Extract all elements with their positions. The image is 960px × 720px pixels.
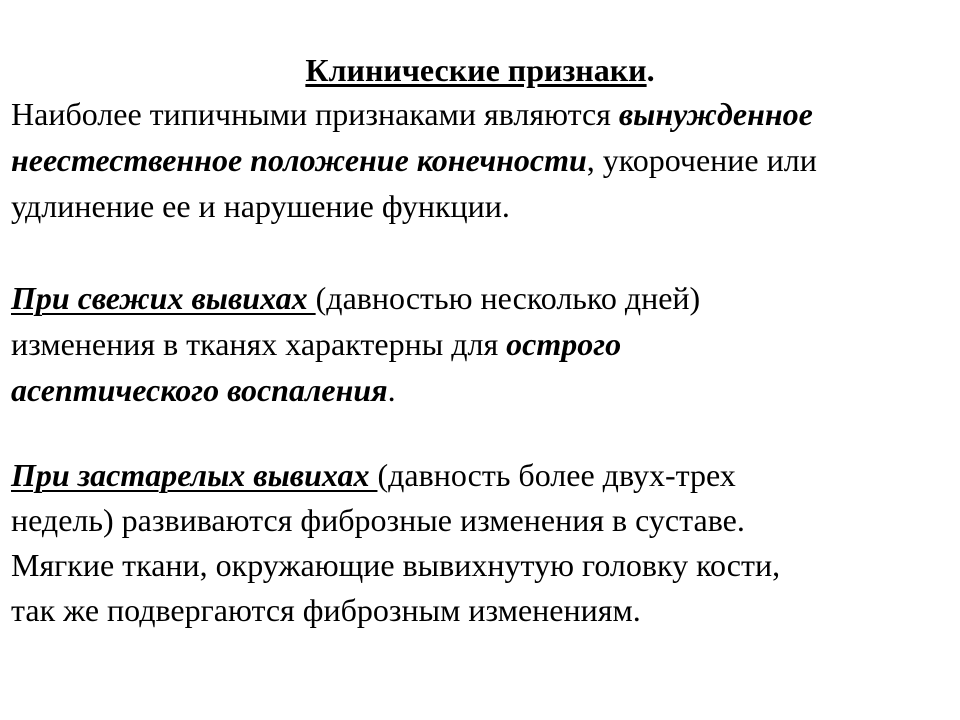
p3-line-3 <box>11 545 951 585</box>
p1-l1-text: Наиболее типичными признаками являются <box>11 96 619 132</box>
p3-l3-text: Мягкие ткани, окружающие вывихнутую головку кости, <box>11 547 781 583</box>
p3-line-1 <box>11 455 951 495</box>
p1-l2-text: , укорочение или <box>586 142 817 178</box>
p3-line-2 <box>11 500 951 540</box>
p2-line-2 <box>11 324 951 364</box>
p1-line-1 <box>11 94 951 134</box>
p3-line-4 <box>11 590 951 630</box>
p3-l1-text: (давность более двух-трех <box>377 457 736 493</box>
p2-line-1 <box>11 278 951 318</box>
slide-title-period: . <box>646 52 655 88</box>
p1-l1-emphasis: вынужденное <box>618 96 813 132</box>
p3-heading: При застарелых вывихах <box>11 457 378 493</box>
p2-heading: При свежих вывихах <box>11 280 316 316</box>
p2-line-3 <box>11 370 951 410</box>
p1-line-3 <box>11 186 951 226</box>
p2-l2-text: изменения в тканях характерны для <box>11 326 507 362</box>
p2-l3-emphasis: асептического воспаления <box>11 372 388 408</box>
p1-line-2 <box>11 140 951 180</box>
p1-l2-emphasis: неестественное положение конечности <box>11 142 587 178</box>
p3-l2-text: недель) развиваются фиброзные изменения в суставе. <box>11 502 745 538</box>
slide-title <box>0 50 960 90</box>
p3-l4-text: так же подвергаются фиброзным изменениям. <box>11 592 641 628</box>
slide-title-text: Клинические признаки <box>305 52 647 88</box>
p2-l2-emphasis: острого <box>506 326 622 362</box>
p2-l1-text: (давностью несколько дней) <box>315 280 701 316</box>
p2-l3-period: . <box>387 372 396 408</box>
p1-l3-text: удлинение ее и нарушение функции. <box>11 188 510 224</box>
